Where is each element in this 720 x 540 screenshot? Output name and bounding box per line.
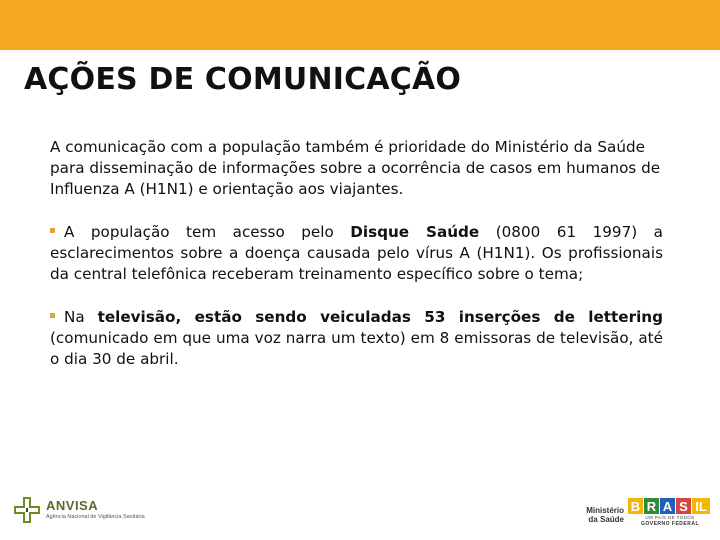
svg-text:R: R (646, 499, 657, 514)
bullet2-text-start: Na (64, 308, 98, 326)
bullet1-bold: Disque Saúde (350, 223, 480, 241)
governo-federal-label: GOVERNO FEDERAL (640, 521, 700, 527)
ministerio-line2: da Saúde (588, 515, 624, 524)
brasil-slogan: UM PAÍS DE TODOS (645, 515, 695, 520)
anvisa-logo (12, 496, 152, 526)
svg-text:B: B (630, 499, 641, 514)
bullet-item-disque-saude (50, 222, 663, 285)
slide-body (50, 137, 663, 392)
slide-title: AÇÕES DE COMUNICAÇÃO (24, 62, 462, 97)
top-accent-bar (0, 0, 720, 50)
bullet2-text-end: (comunicado em que uma voz narra um texto) em 8 emissoras de televisão, até o dia 30 de abril. (50, 329, 663, 368)
bullet-item-televisao (50, 307, 663, 370)
anvisa-subtitle: Agência Nacional de Vigilância Sanitária (46, 514, 145, 520)
ministerio-line1: Ministério (586, 506, 624, 515)
svg-text:IL: IL (695, 499, 707, 514)
bullet2-bold: televisão, estão sendo veiculadas 53 inserções de lettering (97, 308, 663, 326)
svg-text:A: A (662, 499, 673, 514)
brasil-wordmark-icon (628, 497, 712, 515)
brasil-governo-federal-logo (628, 497, 712, 529)
bullet1-text-end: (0800 61 1997) a esclarecimentos sobre a doença causada pelo vírus A (H1N1). Os profissionais da central telefônica receberam treinamento específico sobre o tema; (50, 223, 663, 283)
bullet-marker (50, 313, 55, 318)
bullet1-text-start: A população tem acesso pelo (64, 223, 351, 241)
svg-text:S: S (679, 499, 688, 514)
ministerio-da-saude-logo (578, 506, 624, 524)
bullet-marker (50, 228, 55, 233)
anvisa-name: ANVISA (46, 498, 99, 513)
anvisa-emblem-icon (12, 496, 42, 524)
intro-paragraph: A comunicação com a população também é prioridade do Ministério da Saúde para disseminação de informações sobre a ocorrência de casos em humanos de Influenza A (H1N1) e orientação aos viajantes. (50, 138, 661, 198)
